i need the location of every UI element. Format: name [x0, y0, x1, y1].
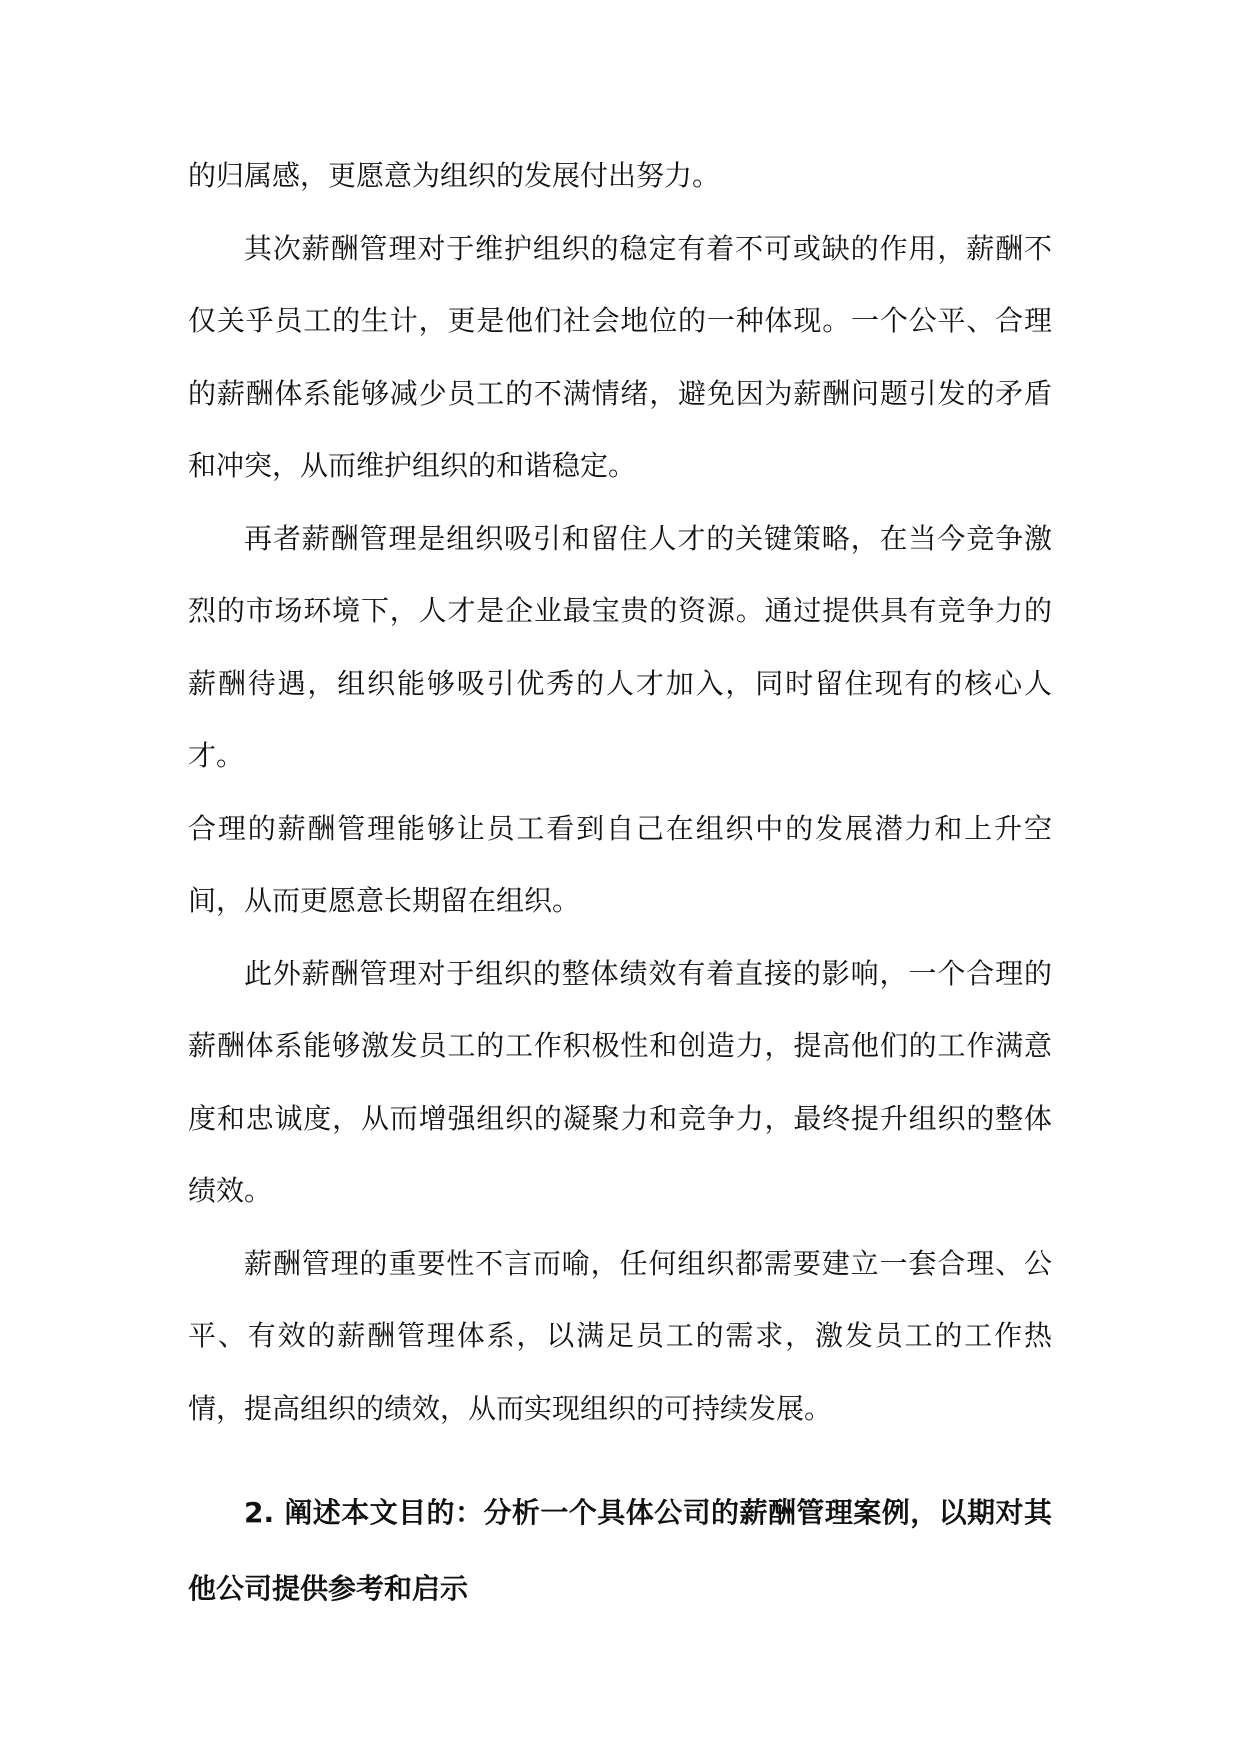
paragraph-stability: 其次薪酬管理对于维护组织的稳定有着不可或缺的作用，薪酬不仅关乎员工的生计，更是他们社会地位的一种体现。一个公平、合理的薪酬体系能够减少员工的不满情绪，避免因为薪酬问题引发的矛盾和冲突，从而维护组织的和谐稳定。	[188, 231, 1052, 482]
paragraph-growth: 合理的薪酬管理能够让员工看到自己在组织中的发展潜力和上升空间，从而更愿意长期留在组织。	[188, 811, 1052, 917]
paragraph-performance: 此外薪酬管理对于组织的整体绩效有着直接的影响，一个合理的薪酬体系能够激发员工的工作积极性和创造力，提高他们的工作满意度和忠诚度，从而增强组织的凝聚力和竞争力，最终提升组织的整体绩效。	[188, 956, 1052, 1207]
body-text	[188, 140, 1052, 1627]
paragraph-importance: 薪酬管理的重要性不言而喻，任何组织都需要建立一套合理、公平、有效的薪酬管理体系，以满足员工的需求，激发员工的工作热情，提高组织的绩效，从而实现组织的可持续发展。	[188, 1246, 1052, 1425]
paragraph-belonging: 的归属感，更愿意为组织的发展付出努力。	[188, 159, 721, 192]
paragraph-talent: 再者薪酬管理是组织吸引和留住人才的关键策略，在当今竞争激烈的市场环境下，人才是企业最宝贵的资源。通过提供具有竞争力的薪酬待遇，组织能够吸引优秀的人才加入，同时留住现有的核心人才。	[188, 521, 1052, 772]
section-heading: 2. 阐述本文目的：分析一个具体公司的薪酬管理案例，以期对其他公司提供参考和启示	[188, 1496, 1052, 1605]
